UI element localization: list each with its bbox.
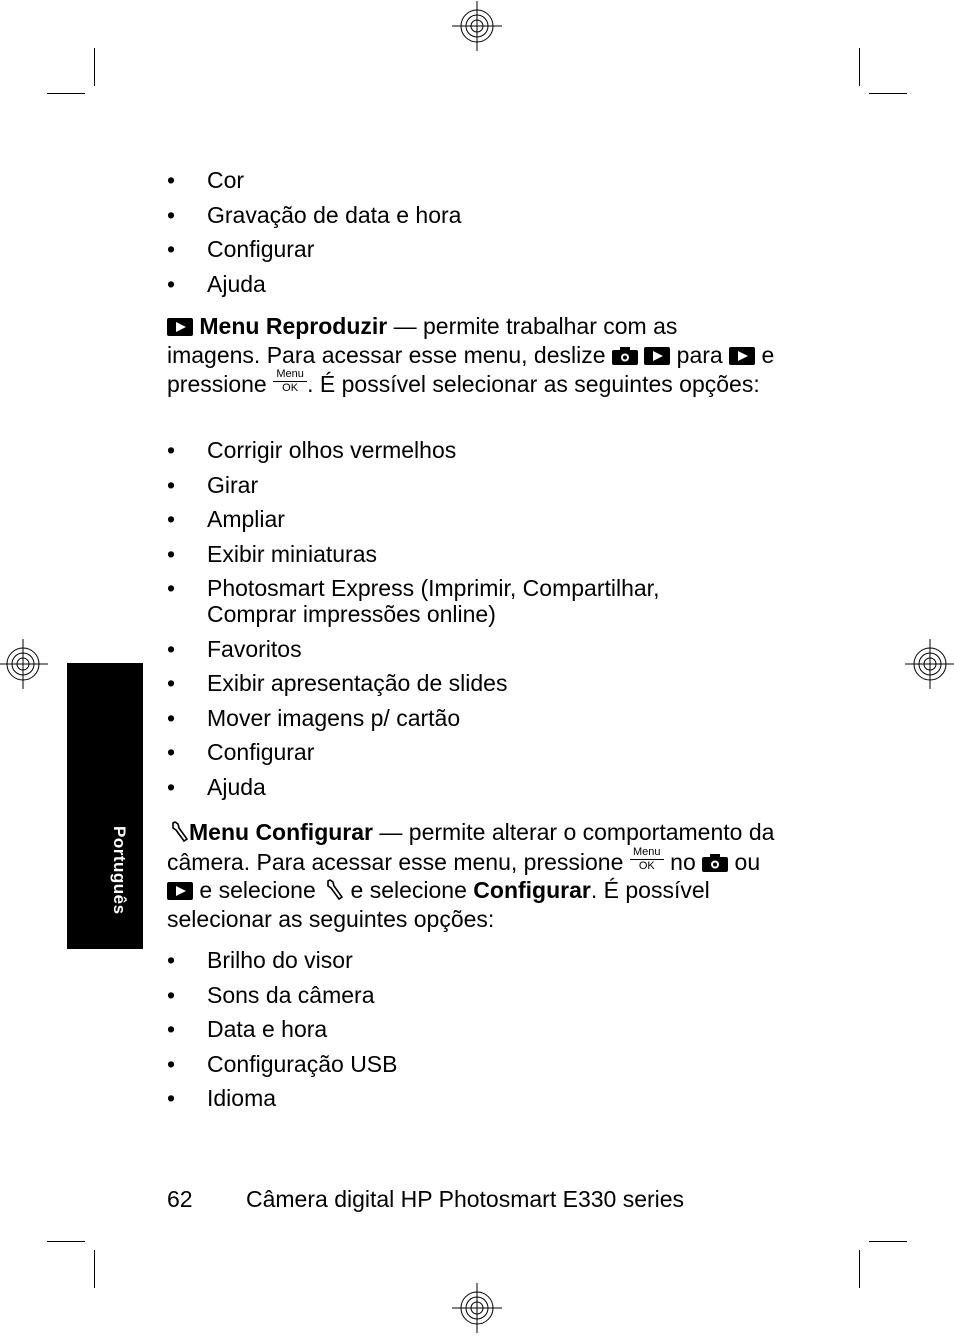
- wrench-icon: [322, 879, 344, 901]
- crop-mark: [47, 93, 85, 94]
- menu-ok-top: Menu: [273, 369, 307, 382]
- page-number: 62: [167, 1186, 193, 1212]
- language-tab: [67, 663, 143, 949]
- crop-mark: [859, 1250, 860, 1288]
- paragraph-text: para: [670, 341, 730, 368]
- setup-menu-description: [167, 818, 777, 933]
- list-item: • Brilho do visor: [167, 947, 398, 973]
- list-item: • Ajuda: [167, 271, 461, 297]
- registration-mark-icon: [905, 639, 954, 689]
- list-item: • Mover imagens p/ cartão: [167, 705, 659, 731]
- paragraph-text: no: [663, 848, 703, 875]
- list-item: • Exibir miniaturas: [167, 541, 659, 567]
- list-item: • Data e hora: [167, 1016, 398, 1042]
- paragraph-text: — permite alterar o comportamento da câmera. Para acessar esse menu, pressione: [167, 819, 775, 875]
- menu-ok-top: Menu: [630, 847, 664, 860]
- list-item: • Sons da câmera: [167, 982, 398, 1008]
- registration-mark-icon: [452, 1283, 502, 1333]
- paragraph-text: e selecione: [193, 877, 323, 903]
- setup-menu-title: Menu Configurar: [189, 819, 373, 845]
- list-item: • Configurar: [167, 739, 659, 765]
- capture-menu-options: [167, 167, 461, 297]
- camera-icon: [702, 854, 728, 872]
- list-item: • Exibir apresentação de slides: [167, 670, 659, 696]
- crop-mark: [859, 48, 860, 86]
- crop-mark: [94, 1250, 95, 1288]
- setup-option-name: Configurar: [473, 877, 591, 903]
- playback-icon: [167, 882, 193, 900]
- menu-ok-bottom: OK: [282, 382, 299, 394]
- playback-icon: [644, 347, 670, 365]
- list-item: • Favoritos: [167, 636, 659, 662]
- list-item: • Idioma: [167, 1085, 398, 1111]
- paragraph-text: . É possível selecionar as seguintes opções:: [167, 877, 710, 932]
- list-item: • Configurar: [167, 236, 461, 262]
- list-item-line: Photosmart Express (Imprimir, Compartilhar,: [207, 575, 660, 601]
- list-item: • Cor: [167, 167, 461, 193]
- crop-mark: [869, 93, 907, 94]
- playback-menu-title: Menu Reproduzir: [199, 313, 388, 339]
- playback-menu-description: [167, 312, 777, 399]
- list-item: • Girar: [167, 472, 659, 498]
- paragraph-text: ou: [728, 848, 761, 875]
- camera-icon: [612, 347, 638, 365]
- list-item: [167, 575, 659, 627]
- menu-ok-icon: [630, 847, 664, 872]
- crop-mark: [869, 1241, 907, 1242]
- list-item: • Ajuda: [167, 774, 659, 800]
- language-tab-label: Português: [110, 826, 129, 915]
- menu-ok-icon: [273, 369, 307, 394]
- list-item-line: Comprar impressões online): [207, 601, 496, 627]
- crop-mark: [47, 1241, 85, 1242]
- list-item: • Configuração USB: [167, 1051, 398, 1077]
- list-item: • Gravação de data e hora: [167, 202, 461, 228]
- playback-icon: [167, 318, 193, 336]
- crop-mark: [94, 48, 95, 86]
- paragraph-text: . É possível selecionar as seguintes opções:: [307, 371, 760, 397]
- footer-title: Câmera digital HP Photosmart E330 series: [246, 1186, 685, 1212]
- list-item: • Corrigir olhos vermelhos: [167, 437, 659, 463]
- registration-mark-icon: [0, 639, 48, 689]
- playback-menu-options: [167, 437, 659, 800]
- setup-menu-options: [167, 947, 398, 1111]
- registration-mark-icon: [452, 1, 502, 51]
- paragraph-text: e selecione: [344, 877, 474, 903]
- paragraph-text: e pressione: [167, 341, 775, 397]
- wrench-icon: [167, 821, 189, 843]
- menu-ok-bottom: OK: [638, 859, 655, 872]
- list-item: • Ampliar: [167, 506, 659, 532]
- playback-icon: [729, 347, 755, 365]
- paragraph-text: — permite trabalhar com as imagens. Para acessar esse menu, deslize: [167, 313, 678, 368]
